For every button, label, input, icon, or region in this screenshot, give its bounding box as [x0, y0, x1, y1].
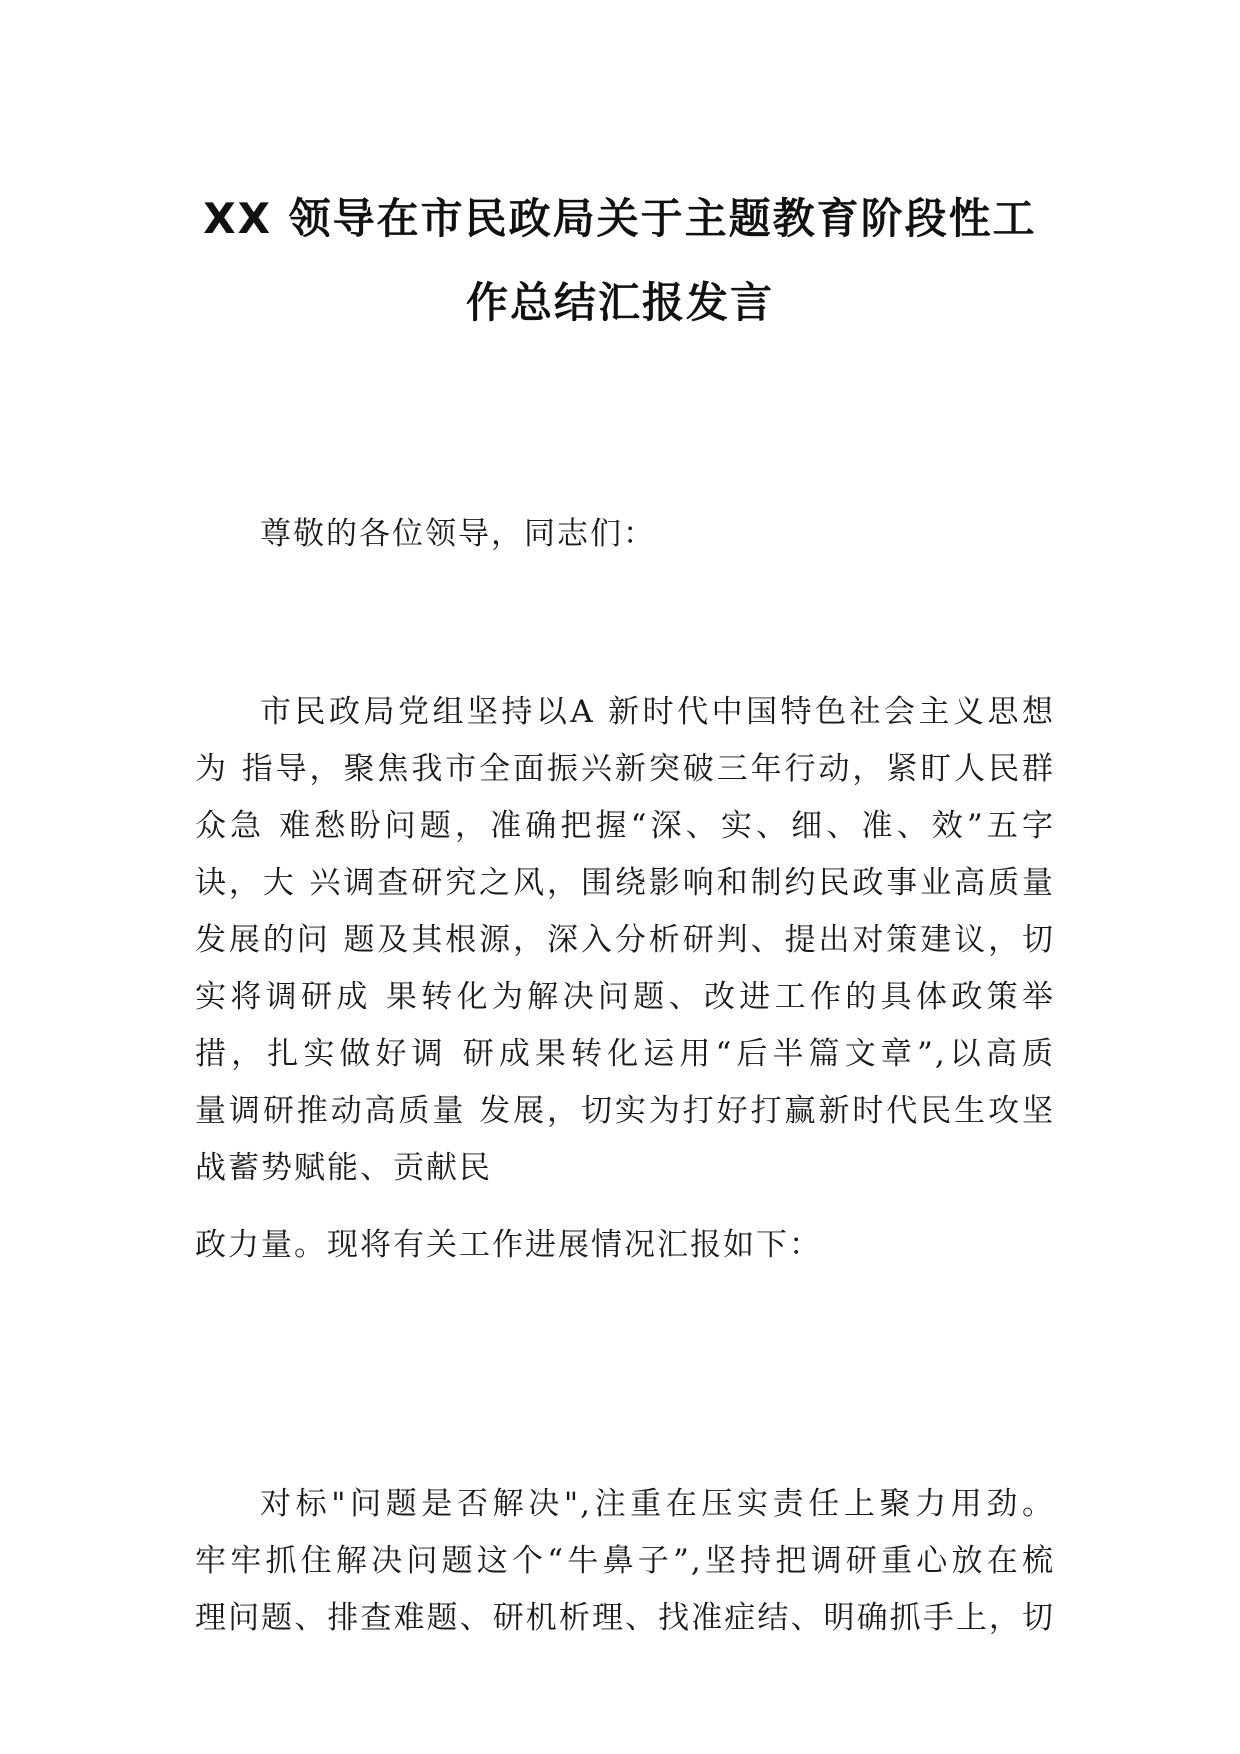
- greeting: 尊敬的各位领导，同志们：: [260, 516, 656, 552]
- paragraph2-line-3: 理问题、排查难题、研机析理、找准症结、明确抓手上，切: [195, 1600, 1055, 1636]
- paragraph1-line-1: 市民政局党组坚持以A 新时代中国特色社会主义思想: [260, 694, 1055, 730]
- paragraph1-line-3: 众急 难愁盼问题，准确把握“深、实、细、准、效”五字: [195, 808, 1055, 844]
- title-line-2: 作总结汇报发言: [465, 278, 774, 327]
- paragraph1-line-8: 量调研推动高质量 发展，切实为打好打赢新时代民生攻坚: [195, 1093, 1055, 1129]
- paragraph2-line-1: 对标"问题是否解决",注重在压实责任上聚力用劲。: [260, 1486, 1055, 1522]
- paragraph1-line-6: 实将调研成 果转化为解决问题、改进工作的具体政策举: [195, 979, 1055, 1015]
- paragraph2-line-2: 牢牢抓住解决问题这个“牛鼻子”,坚持把调研重心放在梳: [195, 1543, 1055, 1579]
- paragraph1-line-7: 措，扎实做好调 研成果转化运用“后半篇文章”,以高质: [195, 1036, 1055, 1072]
- paragraph1-tail: 政力量。现将有关工作进展情况汇报如下：: [195, 1227, 822, 1263]
- paragraph1-line-5: 发展的问 题及其根源，深入分析研判、提出对策建议，切: [195, 922, 1055, 958]
- paragraph1-line-9: 战蓄势赋能、贡献民: [195, 1150, 492, 1186]
- title-line-1: XX 领导在市民政局关于主题教育阶段性工: [203, 194, 1037, 243]
- paragraph1-line-2: 为 指导，聚焦我市全面振兴新突破三年行动，紧盯人民群: [195, 751, 1055, 787]
- paragraph1-line-4: 诀，大 兴调查研究之风，围绕影响和制约民政事业高质量: [195, 865, 1055, 901]
